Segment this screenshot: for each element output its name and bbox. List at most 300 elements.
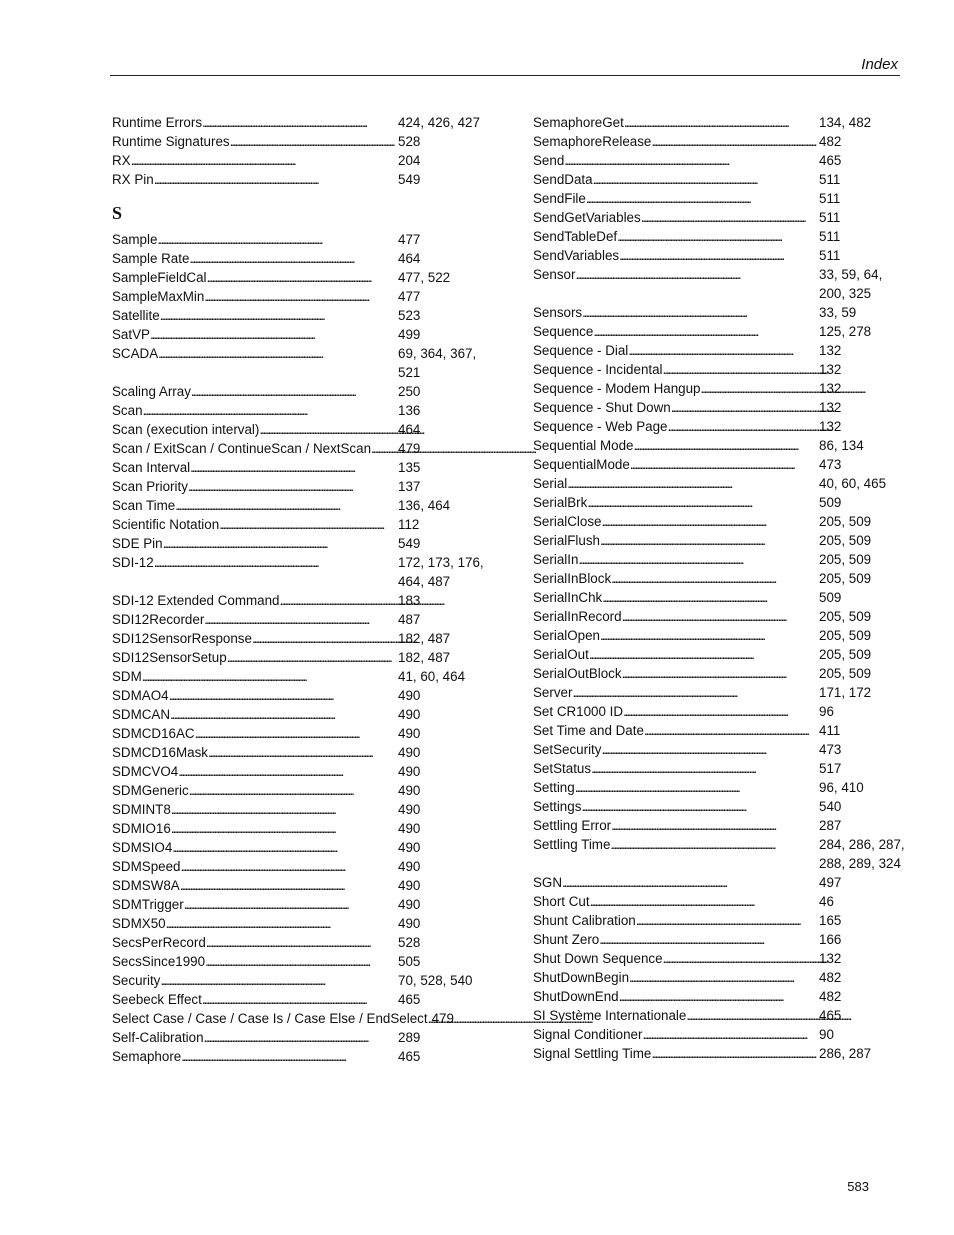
index-entry [112,952,484,971]
dot-leader [189,781,398,800]
index-term: SerialBrk [533,495,588,510]
dot-leader [589,645,819,664]
dot-leader [180,876,398,895]
index-term: Sequence - Incidental [533,362,663,377]
dot-leader [230,132,398,151]
dot-leader [131,151,398,170]
index-entry [112,743,484,762]
index-term: ShutDownBegin [533,970,630,985]
index-page-refs: 487 [398,612,421,627]
dot-leader [593,322,819,341]
dot-leader [591,759,819,778]
index-term: SatVP [112,327,150,342]
index-term: Self-Calibration [112,1030,204,1045]
index-entry [112,895,484,914]
index-term: Signal Conditioner [533,1027,643,1042]
index-term: Settling Time [533,837,611,852]
index-entry [112,1009,484,1028]
index-page-refs: 289 [398,1030,421,1045]
index-term: Sequence [533,324,594,339]
index-entry [533,626,905,645]
index-page-refs: 473 [819,457,842,472]
index-page-refs: 205, 509 [819,609,872,624]
index-term: SDMSpeed [112,859,181,874]
index-entry [112,1047,484,1066]
index-term: Sequence - Dial [533,343,629,358]
index-term: SDMCVO4 [112,764,179,779]
index-page-refs: 166 [819,932,842,947]
index-entry [533,949,905,968]
index-page-refs: 171, 172 [819,685,872,700]
index-entry [533,702,905,721]
index-page-refs: 46 [819,894,834,909]
index-term: Sequence - Web Page [533,419,668,434]
index-page-refs: 33, 59, 64, 200, 325 [819,267,883,301]
index-page-refs: 464 [398,251,421,266]
index-term: SDMX50 [112,916,166,931]
dot-leader [178,762,398,781]
index-entry [112,132,484,151]
index-entry [533,911,905,930]
dot-leader [202,990,398,1009]
index-entry [533,797,905,816]
index-term: SDM [112,669,142,684]
index-entry [533,436,905,455]
dot-leader [181,1047,398,1066]
index-page-refs: 490 [398,840,421,855]
dot-leader [142,667,398,686]
index-term: SDMSW8A [112,878,180,893]
dot-leader [686,1006,819,1025]
index-term: SampleMaxMin [112,289,205,304]
dot-leader [166,914,398,933]
index-term: Sensors [533,305,583,320]
index-page-refs: 287 [819,818,842,833]
index-page-refs: 511 [819,248,841,263]
dot-leader [578,550,819,569]
dot-leader [143,401,398,420]
index-term: SerialIn [533,552,579,567]
index-entry [112,515,484,534]
index-page-refs: 511 [819,210,841,225]
index-term: SerialOut [533,647,589,662]
dot-leader [204,1028,398,1047]
dot-leader [651,132,819,151]
index-page-refs: 205, 509 [819,571,872,586]
index-term: SemaphoreGet [533,115,624,130]
dot-leader [581,797,819,816]
index-term: Server [533,685,573,700]
dot-leader [171,800,398,819]
index-term: SerialInChk [533,590,603,605]
index-entry [112,151,484,170]
dot-leader [207,268,398,287]
index-entry [533,132,905,151]
index-term: SecsPerRecord [112,935,206,950]
index-entry [112,534,484,553]
index-term: Send [533,153,565,168]
index-entry [112,496,484,515]
index-page-refs: 96, 410 [819,780,864,795]
index-term: SDI-12 Extended Command [112,593,280,608]
index-term: Sequence - Shut Down [533,400,671,415]
dot-leader [160,971,398,990]
dot-leader [611,816,819,835]
index-page-refs: 490 [398,707,421,722]
dot-leader [600,531,819,550]
index-page-refs: 479 [398,441,421,456]
index-page-refs: 165 [819,913,842,928]
dot-leader [630,455,819,474]
index-page-refs: 528 [398,134,421,149]
dot-leader [641,208,819,227]
index-entry [112,230,484,249]
index-term: SDMAO4 [112,688,169,703]
index-entry [112,914,484,933]
index-term: SDMSIO4 [112,840,173,855]
page-number: 583 [847,1179,869,1194]
index-entry [533,417,905,436]
index-entry [533,1025,905,1044]
index-entry [112,933,484,952]
dot-leader [227,648,398,667]
header-rule [110,75,900,76]
index-page-refs: 549 [398,536,421,551]
index-page-refs: 499 [398,327,421,342]
index-entry [112,686,484,705]
dot-leader [175,496,398,515]
index-entry [112,382,484,401]
index-term: SDI12SensorSetup [112,650,227,665]
dot-leader [150,325,398,344]
index-entry [533,550,905,569]
index-page-refs: 205, 509 [819,514,872,529]
index-group-s [112,230,484,1066]
index-term: Scan Time [112,498,176,513]
index-entry [533,816,905,835]
index-entry [112,401,484,420]
index-page-refs: 132 [819,343,842,358]
index-term: SendData [533,172,593,187]
index-term: SerialOpen [533,628,600,643]
dot-leader [619,246,819,265]
index-term: Seebeck Effect [112,992,202,1007]
index-entry [112,990,484,1009]
dot-leader [611,569,819,588]
index-term: Settings [533,799,582,814]
index-page-refs: 182, 487 [398,650,451,665]
dot-leader [617,227,819,246]
index-entry [533,398,905,417]
dot-leader [279,591,398,610]
index-page-refs: 477 [398,232,421,247]
index-term: Sensor [533,267,576,282]
index-entry [112,629,484,648]
index-term: Setting [533,780,575,795]
index-term: SDMCAN [112,707,171,722]
dot-leader [202,113,398,132]
index-term: Settling Error [533,818,612,833]
index-entry [533,189,905,208]
index-entry [533,1006,905,1025]
index-page-refs: 250 [398,384,421,399]
index-term: Short Cut [533,894,590,909]
index-term: Scan [112,403,143,418]
index-entry [112,306,484,325]
index-page-refs: 90 [819,1027,834,1042]
index-entry [533,474,905,493]
index-term: Runtime Errors [112,115,203,130]
index-term: SendTableDef [533,229,618,244]
index-column-right [533,113,905,1063]
index-entry [112,287,484,306]
index-entry [112,762,484,781]
index-page-refs: 490 [398,745,421,760]
dot-leader [259,420,398,439]
index-entry [533,607,905,626]
dot-leader [204,287,398,306]
index-term: SDMCD16AC [112,726,195,741]
index-page-refs: 490 [398,878,421,893]
index-page-refs: 509 [819,590,842,605]
dot-leader [601,740,819,759]
index-page-refs: 511 [819,191,841,206]
index-page-refs: 132 [819,381,842,396]
index-entry [533,930,905,949]
index-page-refs: 205, 509 [819,552,872,567]
index-page-refs: 465 [819,1008,842,1023]
index-term: Signal Settling Time [533,1046,652,1061]
dot-leader [206,933,398,952]
index-entry [112,800,484,819]
index-term: SerialInBlock [533,571,612,586]
index-term: SI Système Internationale [533,1008,687,1023]
dot-leader [629,968,819,987]
index-term: SDI12SensorResponse [112,631,252,646]
dot-leader [590,892,819,911]
index-term: ShutDownEnd [533,989,619,1004]
index-page-refs: 132 [819,419,842,434]
index-page-refs: 511 [819,229,841,244]
index-page-refs: 477, 522 [398,270,451,285]
index-term: Scan Priority [112,479,188,494]
dot-leader [170,705,398,724]
index-page-refs: 490 [398,783,421,798]
dot-leader [564,151,819,170]
index-term: Shunt Zero [533,932,600,947]
index-page-refs: 205, 509 [819,533,872,548]
dot-leader [624,113,819,132]
index-entry [533,322,905,341]
dot-leader [636,911,819,930]
index-page-refs: 465 [819,153,842,168]
index-entry [112,705,484,724]
index-term: Shunt Calibration [533,913,636,928]
index-page-refs: 182, 487 [398,631,451,646]
index-page-refs: 477 [398,289,421,304]
dot-leader [160,306,398,325]
index-term: SerialClose [533,514,602,529]
index-term: Scaling Array [112,384,191,399]
index-entry [112,170,484,189]
dot-leader [587,493,819,512]
index-entry [112,876,484,895]
index-term: SampleFieldCal [112,270,207,285]
index-entry [112,724,484,743]
index-page-refs: 464 [398,422,421,437]
index-term: Select Case / Case / Case Is / Case Else / EndSelect [112,1011,428,1026]
dot-leader [190,458,398,477]
dot-leader [169,686,398,705]
index-term: Runtime Signatures [112,134,230,149]
dot-leader [663,360,819,379]
dot-leader [208,743,398,762]
index-page-refs: 549 [398,172,421,187]
dot-leader [171,819,398,838]
index-page-refs: 511 [819,172,841,187]
dot-leader [567,474,819,493]
index-page-refs: 482 [819,970,842,985]
index-page-refs: 465 [398,992,421,1007]
index-term: Sample Rate [112,251,190,266]
index-entry [533,113,905,132]
dot-leader [619,987,819,1006]
index-page-refs: 136 [398,403,421,418]
dot-leader [582,303,819,322]
index-entry [533,968,905,987]
dot-leader [600,626,819,645]
index-page-refs: 497 [819,875,842,890]
index-term: Scientific Notation [112,517,220,532]
dot-leader [154,170,398,189]
index-page-refs: 411 [819,723,841,738]
index-page-refs: 540 [819,799,842,814]
index-entry [533,303,905,322]
dot-leader [157,230,398,249]
index-term: SequentialMode [533,457,630,472]
index-entry [533,892,905,911]
dot-leader [195,724,398,743]
dot-leader [188,477,398,496]
dot-leader [219,515,398,534]
dot-leader [205,952,398,971]
index-entry [533,151,905,170]
index-term: Shut Down Sequence [533,951,663,966]
dot-leader [602,588,819,607]
index-page-refs: 286, 287 [819,1046,872,1061]
index-term: SerialOutBlock [533,666,622,681]
index-page-refs: 517 [819,761,842,776]
dot-leader [623,702,819,721]
index-entry [112,610,484,629]
index-page-refs: 137 [398,479,421,494]
index-entry [112,344,484,382]
index-entry [112,838,484,857]
index-entry [112,458,484,477]
dot-leader [642,1025,819,1044]
index-page-refs: 41, 60, 464 [398,669,466,684]
dot-leader [158,344,398,363]
index-term: SendGetVariables [533,210,641,225]
dot-leader [575,265,819,284]
index-page-refs: 135 [398,460,421,475]
index-entry [112,1028,484,1047]
index-entry [533,740,905,759]
index-page-refs: 490 [398,859,421,874]
index-term: SDI-12 [112,555,154,570]
index-term: Satellite [112,308,160,323]
index-page-refs: 204 [398,153,421,168]
index-page-refs: 205, 509 [819,628,872,643]
index-page-refs: 490 [398,726,421,741]
index-page-refs: 132 [819,400,842,415]
dot-leader [252,629,398,648]
index-term: RX Pin [112,172,154,187]
index-entry [533,341,905,360]
index-entry [112,819,484,838]
index-entry [533,531,905,550]
index-entry [112,667,484,686]
index-page-refs: 40, 60, 465 [819,476,887,491]
dot-leader [586,189,819,208]
dot-leader [191,382,398,401]
dot-leader [371,439,398,458]
index-entry [112,591,484,610]
index-entry [533,664,905,683]
index-term: RX [112,153,131,168]
index-entry [112,249,484,268]
index-page-refs: 86, 134 [819,438,864,453]
index-entry [533,493,905,512]
dot-leader [172,838,398,857]
dot-leader [610,835,819,854]
index-entry [112,648,484,667]
section-letter-s: S [112,203,123,223]
dot-leader [663,949,819,968]
index-entry [533,208,905,227]
index-entry [533,170,905,189]
index-entry [112,268,484,287]
index-page-refs: 284, 286, 287, 288, 289, 324 [819,837,905,871]
dot-leader [634,436,819,455]
index-term: SCADA [112,346,159,361]
index-entry [533,246,905,265]
index-term: SDMINT8 [112,802,171,817]
dot-leader [622,664,819,683]
index-entry [112,439,484,458]
index-entry [533,778,905,797]
index-page-refs: 473 [819,742,842,757]
index-page-refs: 465 [398,1049,421,1064]
dot-leader [562,873,819,892]
dot-leader [668,417,820,436]
index-page-refs: 96 [819,704,834,719]
index-term: Security [112,973,161,988]
index-entry [533,1044,905,1063]
index-entry [533,873,905,892]
index-entry [533,835,905,873]
index-term: SecsSince1990 [112,954,206,969]
dot-leader [575,778,819,797]
index-term: Sequence - Modem Hangup [533,381,701,396]
index-entry [533,265,905,303]
index-entry [112,781,484,800]
index-term: SGN [533,875,563,890]
index-page-refs: 490 [398,688,421,703]
index-page-refs: 490 [398,821,421,836]
index-page-refs: 490 [398,802,421,817]
dot-leader [701,379,820,398]
